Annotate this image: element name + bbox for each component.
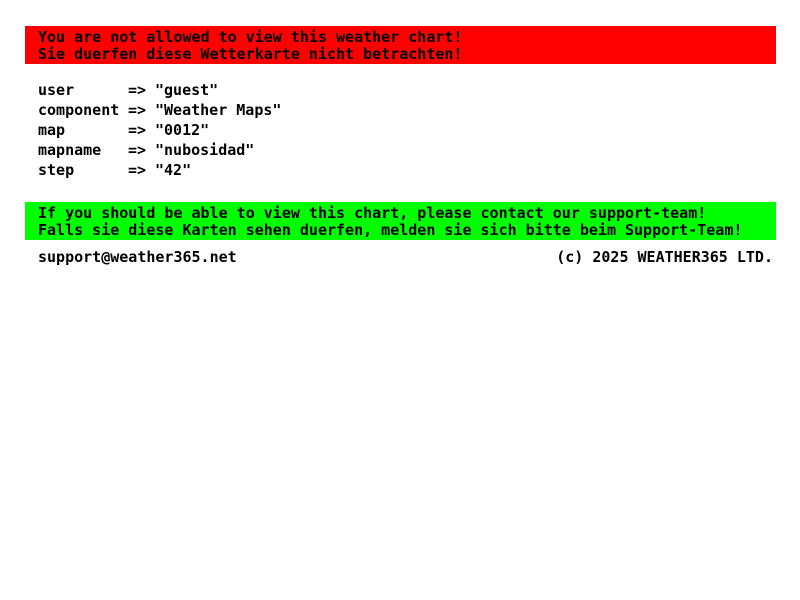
arrow-glyph: => — [128, 81, 147, 99]
arrow-glyph: => — [128, 101, 147, 119]
detail-key: step — [38, 161, 75, 179]
detail-value: "0012" — [155, 121, 210, 139]
copyright-notice: (c) 2025 WEATHER365 LTD. — [556, 248, 773, 266]
detail-value: "nubosidad" — [155, 141, 255, 159]
error-message-english: You are not allowed to view this weather chart! — [38, 28, 463, 46]
arrow-glyph: => — [128, 121, 147, 139]
support-email: support@weather365.net — [38, 248, 237, 266]
footer — [38, 247, 773, 267]
support-message-german: Falls sie diese Karten sehen duerfen, melden sie sich bitte beim Support-Team! — [38, 221, 743, 239]
detail-key: component — [38, 101, 120, 119]
detail-row-mapname — [38, 140, 281, 160]
detail-key: user — [38, 81, 75, 99]
detail-row-map — [38, 120, 281, 140]
detail-row-component — [38, 100, 281, 120]
detail-row-step — [38, 160, 281, 180]
detail-key: map — [38, 121, 66, 139]
support-info-banner — [25, 202, 776, 240]
request-details-list — [38, 80, 281, 180]
detail-key: mapname — [38, 141, 102, 159]
detail-value: "42" — [155, 161, 192, 179]
detail-value: "guest" — [155, 81, 219, 99]
arrow-glyph: => — [128, 161, 147, 179]
error-message-german: Sie duerfen diese Wetterkarte nicht betrachten! — [38, 45, 463, 63]
error-banner — [25, 26, 776, 64]
detail-value: "Weather Maps" — [155, 101, 282, 119]
detail-row-user — [38, 80, 281, 100]
arrow-glyph: => — [128, 141, 147, 159]
support-message-english: If you should be able to view this chart, please contact our support-team! — [38, 204, 707, 222]
